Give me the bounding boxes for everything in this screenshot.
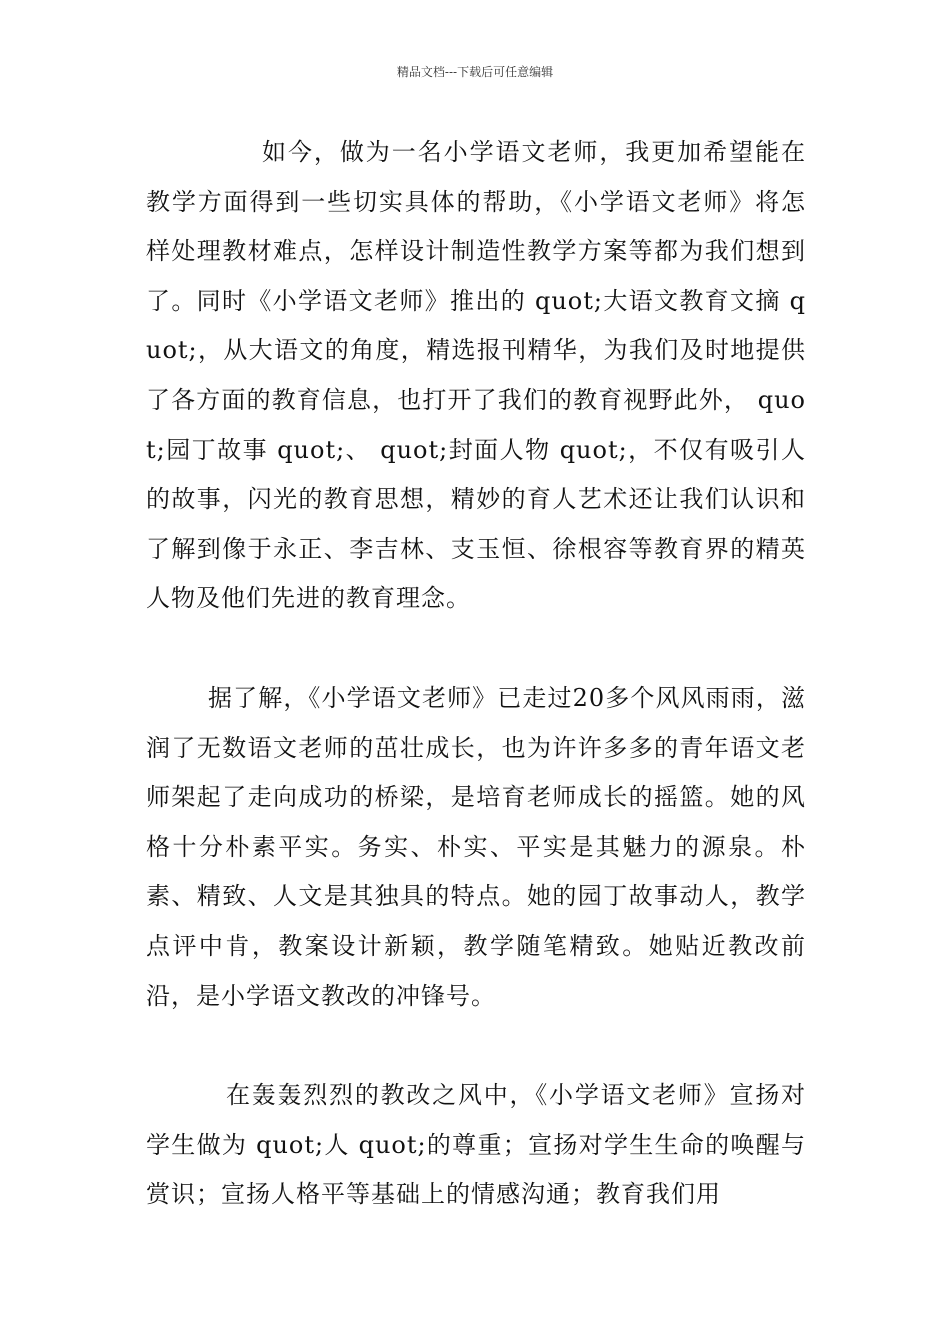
- paragraph-3: 在轰轰烈烈的教改之风中，《小学语文老师》宣扬对学生做为 quot;人 quot;的尊重；宣扬对学生生命的唤醒与赏识；宣扬人格平等基础上的情感沟通；教育我们用: [146, 1081, 806, 1209]
- paragraph-2: 据了解，《小学语文老师》已走过20多个风风雨雨，滋润了无数语文老师的茁壮成长，也为许许多多的青年语文老师架起了走向成功的桥梁，是培育老师成长的摇篮。她的风格十分朴素平实。务实、朴实、平实是其魅力的源泉。朴素、精致、人文是其独具的特点。她的园丁故事动人，教学点评中肯，教案设计新颖，教学随笔精致。她贴近教改前沿，是小学语文教改的冲锋号。: [146, 683, 806, 1010]
- paragraph-1: 如今，做为一名小学语文老师，我更加希望能在教学方面得到一些切实具体的帮助，《小学语文老师》将怎样处理教材难点，怎样设计制造性教学方案等都为我们想到了。同时《小学语文老师》推出的 quot;大语文教育文摘 quot;，从大语文的角度，精选报刊精华，为我们及时地提供了各方面的教育信息，也打开了我们的教育视野此外， quot;园丁故事 quot;、 quot;封面人物 quot;，不仅有吸引人的故事，闪光的教育思想，精妙的育人艺术还让我们认识和了解到像于永正、李吉林、支玉恒、徐根容等教育界的精英人物及他们先进的教育理念。: [146, 138, 806, 613]
- page-header: 精品文档---下载后可任意编辑: [396, 65, 554, 79]
- document-body: [146, 128, 806, 1220]
